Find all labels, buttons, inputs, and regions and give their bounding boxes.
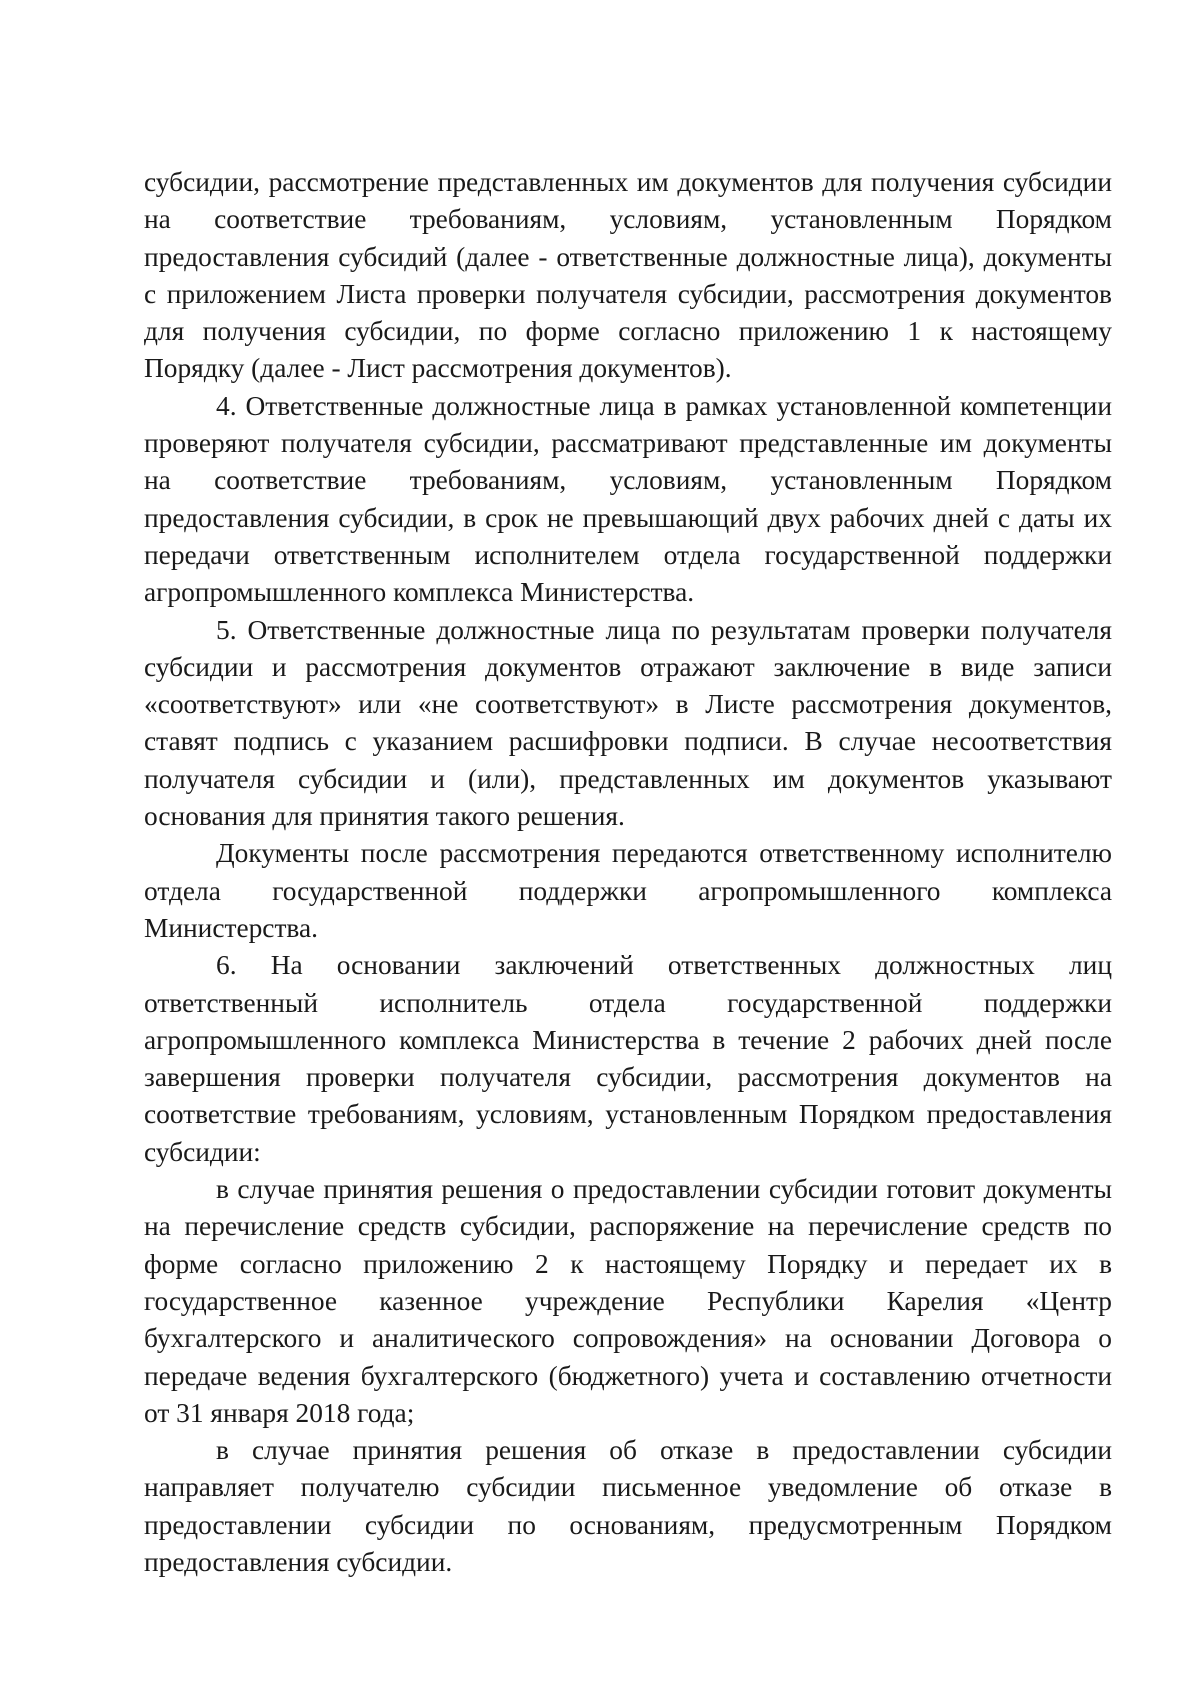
paragraph-item-6: 6. На основании заключений ответственных должностных лиц ответственный исполнитель отдела государственной поддержки агропромышленного комплекса Министерства в течение 2 рабочих дней после завершения проверки получателя субсидии, рассмотрения документов на соответствие требованиям, условиям, установленным Порядком предоставления субсидии: — [144, 950, 1112, 1167]
paragraph-documents-transfer: Документы после рассмотрения передаются ответственному исполнителю отдела государственной поддержки агропромышленного комплекса Министерства. — [144, 838, 1112, 943]
paragraph-item-4: 4. Ответственные должностные лица в рамках установленной компетенции проверяют получателя субсидии, рассматривают представленные им документы на соответствие требованиям, условиям, установленным Порядком предоставления субсидии, в срок не превышающий двух рабочих дней с даты их передачи ответственным исполнителем отдела государственной поддержки агропромышленного комплекса Министерства. — [144, 390, 1112, 608]
paragraph-continuation: субсидии, рассмотрение представленных им документов для получения субсидии на соответствие требованиям, условиям, установленным Порядком предоставления субсидий (далее - ответственные должностные лица), документы с приложением Листа проверки получателя субсидии, рассмотрения документов для получения субсидии, по форме согласно приложению 1 к настоящему Порядку (далее - Лист рассмотрения документов). — [144, 167, 1112, 384]
paragraph-approval-case: в случае принятия решения о предоставлении субсидии готовит документы на перечисление средств субсидии, распоряжение на перечисление средств по форме согласно приложению 2 к настоящему Порядку и передает их в государственное казенное учреждение Республики Карелия «Центр бухгалтерского и аналитического сопровождения» на основании Договора о передаче ведения бухгалтерского (бюджетного) учета и составлению отчетности от 31 января 2018 года; — [144, 1174, 1112, 1428]
document-body — [144, 164, 1112, 1581]
paragraph-item-5: 5. Ответственные должностные лица по результатам проверки получателя субсидии и рассмотрения документов отражают заключение в виде записи «соответствуют» или «не соответствуют» в Листе рассмотрения документов, ставят подпись с указанием расшифровки подписи. В случае несоответствия получателя субсидии и (или), представленных им документов указывают основания для принятия такого решения. — [144, 614, 1112, 832]
paragraph-refusal-case: в случае принятия решения об отказе в предоставлении субсидии направляет получателю субсидии письменное уведомление об отказе в предоставлении субсидии по основаниям, предусмотренным Порядком предоставления субсидии. — [144, 1435, 1112, 1577]
